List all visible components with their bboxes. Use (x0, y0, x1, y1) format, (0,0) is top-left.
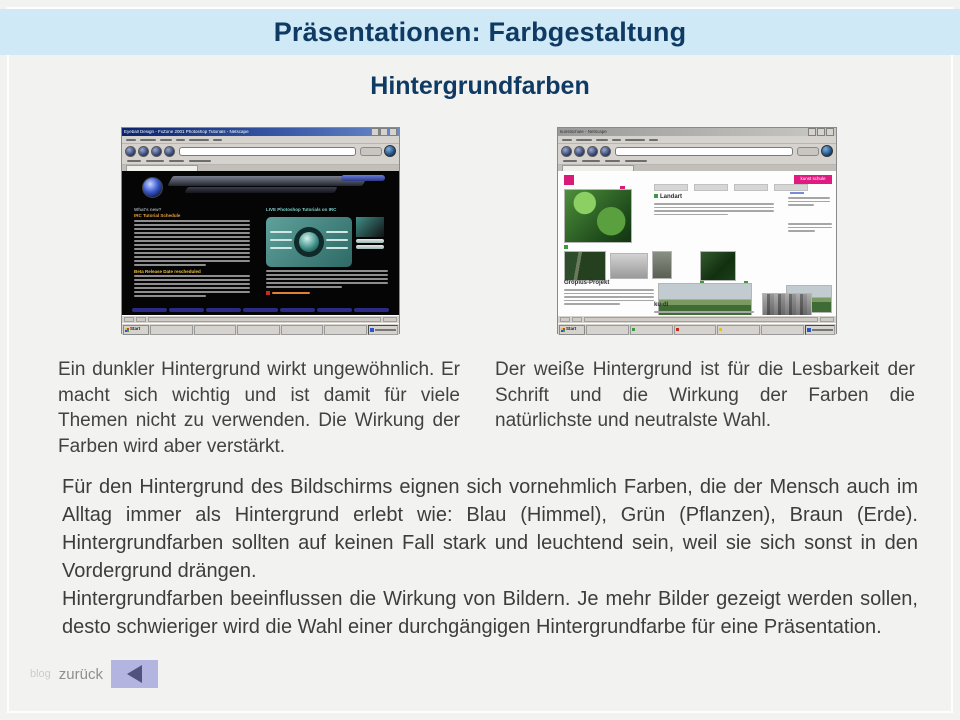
text-line (134, 236, 250, 238)
live-tutorials-heading: LIVE Photoshop Tutorials on IRC (266, 207, 337, 212)
text-line (134, 264, 206, 266)
screenshot-light-website (557, 127, 837, 334)
text-line (266, 278, 388, 280)
text-line (134, 287, 250, 289)
green-square (654, 194, 658, 198)
mini-window-title: Eyeball Design - FxZone 2001 Photoshop Tutorials - Netscape (124, 129, 249, 134)
home-icon (164, 146, 175, 157)
photo-forest (564, 251, 606, 281)
mini-toolbar (122, 144, 399, 158)
netscape-globe-icon (384, 145, 396, 157)
text-line (788, 201, 830, 203)
body-paragraph-2: Hintergrundfarben beeinflussen die Wirkung von Bildern. Je mehr Bilder gezeigt werden sollen, desto schwieriger wird die Wahl einer durchgängigen Hintergrundfarbe für eine Präsentation. (62, 588, 918, 638)
compare-text-dark-background: Ein dunkler Hintergrund wirkt ungewöhnlich. Er macht sich wichtig und ist damit für viele Themen nicht zu verwenden. Die Wirkung der Farben wird aber verstärkt. (58, 359, 460, 457)
windows-flag-icon (125, 328, 129, 332)
text-line (134, 240, 250, 242)
taskbar-item (237, 325, 280, 335)
metallic-header-graphic (128, 173, 393, 201)
mini-search-button (797, 147, 819, 156)
header-nav-pill (341, 175, 385, 181)
maximize-icon (380, 128, 388, 136)
gropius-section (564, 279, 654, 307)
start-button: Start (123, 325, 149, 335)
taskbar-item (761, 325, 804, 335)
reload-icon (151, 146, 162, 157)
text-line (788, 204, 814, 206)
mini-statusbar (558, 315, 836, 323)
compare-text-white-background: Der weiße Hintergrund ist für die Lesbarkeit der Schrift und die Wirkung der Farben die natürlichste und neutralste Wahl. (495, 359, 915, 431)
mini-taskbar (122, 323, 399, 335)
landart-section (654, 193, 774, 217)
system-tray (805, 325, 835, 335)
back-navigation (30, 658, 158, 690)
dark-site-bottom-nav (132, 308, 389, 312)
netscape-globe-icon (821, 145, 833, 157)
taskbar-item (324, 325, 367, 335)
mini-menubar (122, 136, 399, 144)
windows-flag-icon (561, 328, 565, 332)
text-line (564, 296, 654, 298)
landart-heading: Landart (660, 194, 683, 200)
close-icon (389, 128, 397, 136)
mini-taskbar (558, 323, 836, 335)
taskbar-item (674, 325, 717, 335)
forward-nav-icon (574, 146, 585, 157)
dark-site-content (122, 171, 399, 315)
body-paragraph-1: Für den Hintergrund des Bildschirms eignen sich vornehmlich Farben, die der Mensch auch im Alltag immer als Hintergrund erlebt wie: Blau (Himmel), Grün (Pflanzen), Braun (Erde). Hintergrundfarben sollten auf keinen Fall stark und leuchtend sein, weil sie sich sonst in den Vordergrund drängen. (62, 476, 918, 582)
text-line (134, 260, 250, 262)
light-site-tabs (654, 184, 808, 191)
text-line (654, 311, 754, 313)
magenta-square (564, 175, 574, 185)
maximize-icon (817, 128, 825, 136)
photo-gray-field (610, 253, 648, 279)
mini-window-title: kunstschule - Netscape (560, 129, 607, 134)
taskbar-item (630, 325, 673, 335)
mini-url-field (179, 147, 356, 156)
back-nav-icon (561, 146, 572, 157)
blue-orb-logo (142, 177, 163, 198)
text-line (266, 282, 388, 284)
text-line (134, 279, 250, 281)
taskbar-item (150, 325, 193, 335)
forward-nav-icon (138, 146, 149, 157)
text-line (134, 291, 250, 293)
mini-titlebar (122, 128, 399, 136)
text-line (654, 207, 774, 209)
mini-statusbar (122, 315, 399, 323)
text-line (788, 227, 832, 229)
mini-url-field (615, 147, 793, 156)
text-line (134, 295, 206, 297)
irc-badge-icon (266, 291, 270, 295)
photo-bw-group (762, 293, 812, 315)
text-line (564, 300, 654, 302)
dark-site-left-column (134, 207, 250, 299)
beta-note-heading: Beta Release Date rescheduled (134, 268, 201, 274)
text-line (134, 228, 250, 230)
text-line (266, 270, 388, 272)
body-text-block (62, 473, 918, 641)
minimize-icon (371, 128, 379, 136)
faint-watermark: blog (30, 668, 51, 680)
mini-bookmark-bar (122, 158, 399, 165)
back-label: zurück (58, 665, 103, 683)
text-line (564, 293, 654, 295)
back-nav-icon (125, 146, 136, 157)
text-line (654, 203, 774, 205)
system-tray (368, 325, 398, 335)
text-line (134, 224, 250, 226)
text-line (654, 214, 728, 216)
text-line (266, 274, 388, 276)
text-line (134, 244, 250, 246)
taskbar-item (281, 325, 324, 335)
clock (375, 329, 396, 331)
mini-search-button (360, 147, 382, 156)
text-line (564, 303, 620, 305)
taskbar-item (717, 325, 760, 335)
back-arrow-icon (127, 665, 142, 683)
kudi-section (654, 301, 754, 315)
reload-icon (587, 146, 598, 157)
tray-icon (807, 328, 811, 332)
slide-subtitle: Hintergrundfarben (370, 72, 590, 100)
text-line (788, 197, 830, 199)
mini-menubar (558, 136, 836, 144)
irc-schedule-heading: IRC Tutorial Schedule (134, 213, 181, 219)
text-line (134, 252, 250, 254)
gropius-heading: Gropius-Projekt (564, 280, 610, 286)
start-button: Start (559, 325, 585, 335)
text-line (134, 256, 250, 258)
taskbar-item (586, 325, 629, 335)
teal-side-panel (356, 217, 384, 267)
irc-note (266, 291, 388, 295)
photo-foliage (564, 189, 632, 243)
back-button[interactable] (111, 660, 158, 688)
taskbar-item (194, 325, 237, 335)
text-line (134, 283, 250, 285)
text-line (134, 275, 250, 277)
dark-site-right-column (266, 207, 388, 295)
teal-orb-panel (266, 217, 352, 267)
screenshot-dark-website (121, 127, 400, 334)
text-line (134, 248, 250, 250)
home-icon (600, 146, 611, 157)
tray-icon (370, 328, 374, 332)
text-line (788, 230, 815, 232)
header-band (0, 9, 960, 55)
close-icon (826, 128, 834, 136)
link-dash (790, 192, 804, 194)
page-title: Präsentationen: Farbgestaltung (273, 16, 687, 47)
photo-pond (700, 251, 736, 281)
text-line (654, 210, 774, 212)
minimize-icon (808, 128, 816, 136)
mini-bookmark-bar (558, 158, 836, 165)
whats-new-heading: What's new? (134, 207, 162, 212)
green-square (564, 245, 568, 249)
kudi-heading: ku-di (654, 302, 669, 308)
text-line (134, 220, 250, 222)
clock (812, 329, 833, 331)
mini-titlebar (558, 128, 836, 136)
kunst-schule-banner: kunst schule (794, 175, 832, 184)
text-line (564, 289, 654, 291)
photo-post (652, 251, 672, 279)
text-line (788, 223, 832, 225)
mini-toolbar (558, 144, 836, 158)
text-line (266, 286, 342, 288)
light-site-content (558, 171, 836, 315)
text-line (134, 232, 250, 234)
